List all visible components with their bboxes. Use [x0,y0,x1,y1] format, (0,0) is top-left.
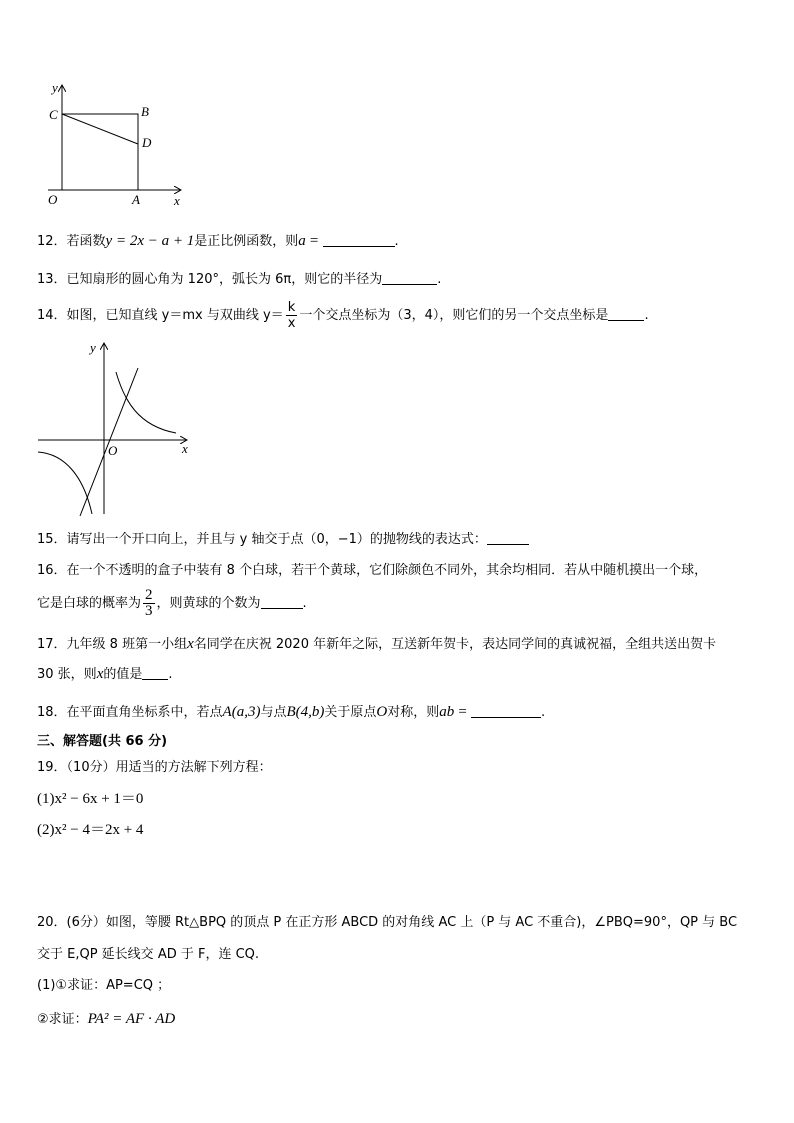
answer-blank [487,530,529,545]
question-16-line-2: 它是白球的概率为 $\frac{2}{3}$ ，则黄球的个数为 . [37,587,307,619]
question-15: 15．请写出一个开口向上，并且与 y 轴交于点（0，−1）的抛物线的表达式： [37,530,529,550]
square-oabc [62,114,138,190]
question-16-line-1: 16．在一个不透明的盒子中装有 8 个白球，若干个黄球，它们除颜色不同外，其余均相同．若从中随机摸出一个球， [37,563,708,578]
figure-line-hyperbola [36,338,196,518]
answer-blank [471,703,541,718]
question-20-line-4: ②求证：PA² = AF · AD [37,1011,176,1027]
answer-blank [382,270,437,285]
question-14: 14．如图，已知直线 y＝mx 与双曲线 y＝ $\frac{k}{x}$ 一个交点坐标为（3，4），则它们的另一个交点坐标是 . [37,300,649,331]
question-19-part-1: (1)x² − 6x + 1＝0 [37,791,144,807]
fraction-2-3: $\frac{2}{3}$ [145,587,153,619]
line-y-mx [80,368,138,516]
label-c: C [49,107,58,122]
question-19-part-2: (2)x² − 4＝2x + 4 [37,822,144,838]
section-heading: 三、解答题(共 66 分) [37,734,168,749]
figure-square [40,78,190,213]
question-20-line-3: (1)①求证：AP=CQ ； [37,978,171,993]
label-x: x [174,193,180,208]
label-y: y [90,340,96,355]
label-y: y [52,80,58,95]
question-13: 13．已知扇形的圆心角为 120°，弧长为 6π，则它的半径为 . [37,272,442,287]
answer-blank [261,594,303,609]
label-x: x [182,441,188,456]
question-20-line-2: 交于 E,QP 延长线交 AD 于 F，连 CQ. [37,947,260,962]
label-o: O [108,443,118,458]
segment-cd [62,114,138,144]
answer-blank [142,665,168,680]
question-17-line-1: 17．九年级 8 班第一小组x名同学在庆祝 2020 年新年之际，互送新年贺卡，表达同学间的真诚祝福，全组共送出贺卡 [37,636,717,652]
question-19-title: 19．（10分）用适当的方法解下列方程： [37,760,272,775]
question-18: 18．在平面直角坐标系中，若点A(a,3)与点B(4,b)关于原点O对称，则ab = . [37,704,546,720]
label-o: O [48,192,58,207]
question-12: 12．若函数y = 2x − a + 1是正比例函数，则a = . [37,233,399,249]
answer-blank [323,232,395,247]
label-a: A [132,192,140,207]
label-b: B [141,104,149,119]
question-17-line-2: 30 张，则x的值是 . [37,666,173,682]
question-20-line-1: 20．(6分）如图，等腰 Rt△BPQ 的顶点 P 在正方形 ABCD 的对角线 AC 上（P 与 AC 不重合)，∠PBQ=90°，QP 与 BC [37,915,738,930]
fraction-k-over-x: $\frac{k}{x}$ [287,300,296,331]
label-d: D [142,135,152,150]
answer-blank [608,306,644,321]
